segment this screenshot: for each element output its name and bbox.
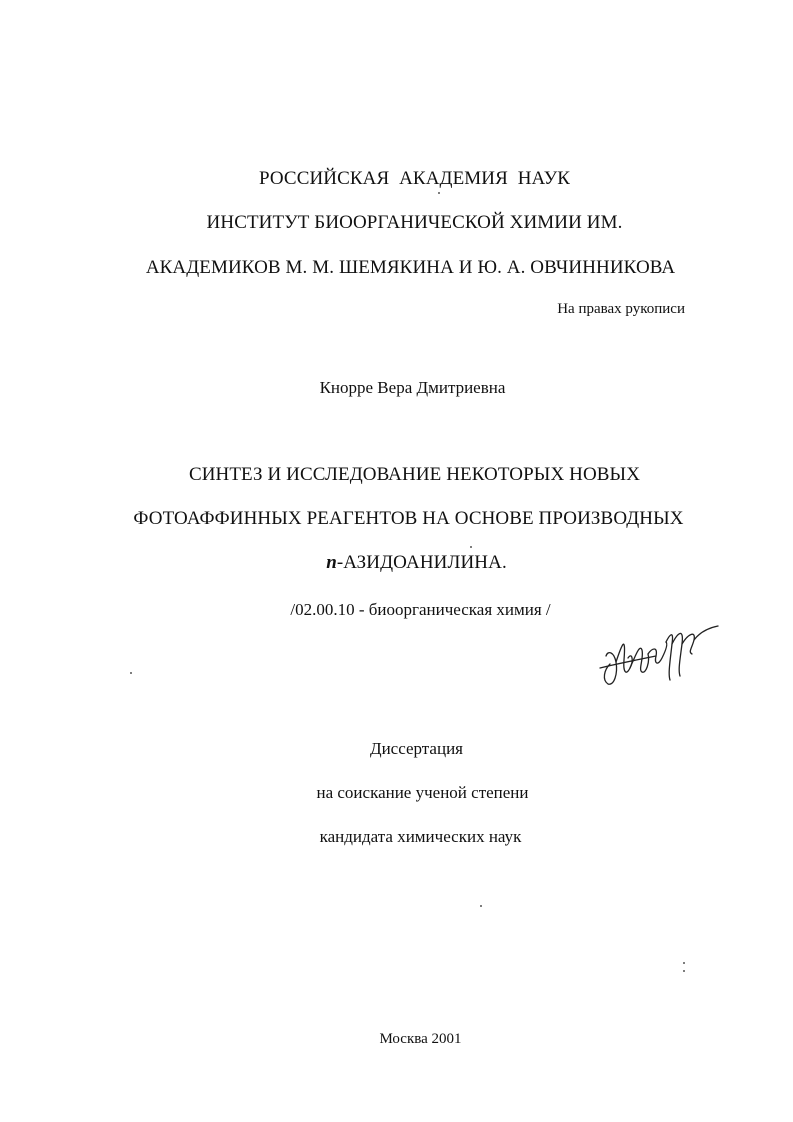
manuscript-rights-note: На правах рукописи — [557, 301, 685, 317]
degree-purpose: на соискание ученой степени — [316, 783, 529, 802]
institute-name-line2: АКАДЕМИКОВ М. М. ШЕМЯКИНА И Ю. А. ОВЧИННИКОВА — [145, 257, 676, 278]
author-name: Кнорре Вера Дмитриевна — [319, 378, 506, 397]
scan-speck — [683, 970, 685, 972]
specialty-code: /02.00.10 - биоорганическая химия / — [290, 600, 551, 619]
place-and-year: Москва 2001 — [379, 1031, 462, 1047]
thesis-title-rest: -АЗИДОАНИЛИНА. — [336, 552, 507, 573]
handwritten-signature-icon — [596, 614, 724, 690]
scan-speck — [683, 962, 685, 964]
thesis-title-line3 — [20, 552, 793, 574]
scan-speck — [470, 546, 472, 548]
institute-name-line1: ИНСТИТУТ БИООРГАНИЧЕСКОЙ ХИМИИ ИМ. — [206, 212, 623, 233]
scan-speck — [438, 192, 440, 194]
scan-speck — [130, 672, 132, 674]
thesis-title-line1: СИНТЕЗ И ИССЛЕДОВАНИЕ НЕКОТОРЫХ НОВЫХ — [188, 464, 641, 485]
academy-name: РОССИЙСКАЯ АКАДЕМИЯ НАУК — [258, 168, 571, 189]
scan-speck — [480, 905, 482, 907]
document-type: Диссертация — [369, 739, 463, 758]
thesis-title-prefix: n — [326, 552, 337, 573]
thesis-title-line2: ФОТОАФФИННЫХ РЕАГЕНТОВ НА ОСНОВЕ ПРОИЗВОДНЫХ — [133, 508, 684, 529]
degree-name: кандидата химических наук — [319, 827, 522, 846]
